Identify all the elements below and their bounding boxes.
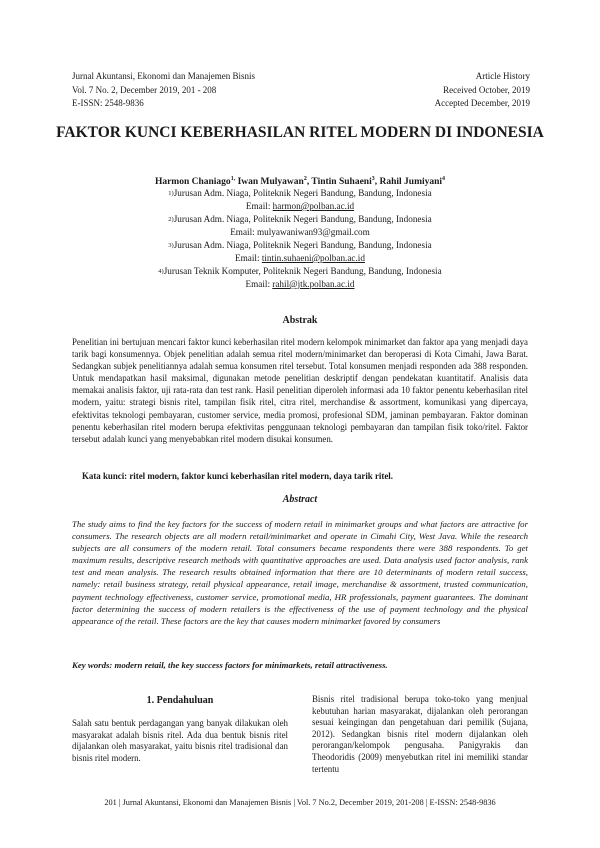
affiliation-text: Jurusan Adm. Niaga, Politeknik Negeri Bandung, Bandung, Indonesia: [173, 188, 432, 198]
affiliation: [0, 239, 600, 252]
affiliation-number: 4): [158, 268, 164, 275]
author-mark: 3: [371, 176, 375, 182]
email-link[interactable]: tintin.suhaeni@polban.ac.id: [261, 253, 365, 263]
history-label: Article History: [475, 71, 530, 81]
author-sep: Iwan: [235, 177, 261, 188]
email-prefix: Email:: [235, 253, 262, 263]
author-sep: , Rahil: [374, 177, 405, 188]
journal-header: [72, 70, 255, 111]
affiliation: [0, 187, 600, 200]
affiliation-text: Jurusan Teknik Komputer, Politeknik Negeri Bandung, Bandung, Indonesia: [163, 266, 442, 276]
key-words: Key words: modern retail, the key success factors for minimarkets, retail attractiveness.: [72, 660, 388, 670]
author-mark: 4: [442, 176, 446, 182]
email-link[interactable]: rahil@jtk.polban.ac.id: [272, 279, 355, 289]
affiliation-number: 1): [168, 190, 174, 197]
affiliation-text: Jurusan Adm. Niaga, Politeknik Negeri Bandung, Bandung, Indonesia: [173, 214, 432, 224]
author-list: [0, 173, 600, 188]
affiliation: [0, 213, 600, 226]
affiliation-number: 2): [168, 216, 174, 223]
email-link[interactable]: harmon@polban.ac.id: [272, 201, 355, 211]
abstrak-heading: Abstrak: [282, 315, 318, 326]
author-name: Harmon Chaniago: [154, 177, 231, 188]
affiliation-email: [0, 226, 600, 238]
affiliation-text: Jurusan Adm. Niaga, Politeknik Negeri Bandung, Bandung, Indonesia: [173, 240, 432, 250]
author-mark: 2: [303, 176, 307, 182]
intro-left-column: Salah satu bentuk perdagangan yang banyak dilakukan oleh masyarakat adalah bisnis ritel. Ada dua bentuk bisnis ritel dijalankan oleh masyarakat, yaitu bisnis ritel tradisional dan bisnis ritel modern.: [72, 718, 288, 763]
affiliation-number: 3): [168, 242, 174, 249]
author-sep: , Tintin: [306, 177, 339, 188]
author-name: Mulyawan: [260, 177, 304, 188]
accepted-date: Accepted December, 2019: [434, 98, 530, 108]
email-prefix: Email:: [245, 201, 273, 211]
email-text: mulyawaniwan93@gmail.com: [256, 227, 370, 237]
received-date: Received October, 2019: [443, 84, 530, 95]
abstract-text: The study aims to find the key factors for the success of modern retail in minimarket groups and what factors are attractive for consumers. The research objects are all modern retail/minimarket and operate in Cimahi City, West Java. While the research subjects are all consumers of the modern retail. Total consumers became respondents there were 388 respondents. To get maximum results, descriptive research methods with quantitative approaches are used. Data analysis used factor analysis, rank test and mean analysis. The research results obtained information that there are 10 determinants of modern retail success, namely: retail business strategy, retail physical appearance, retail image, merchandise & assortment, trusted communication, payment technology effectiveness, customer service, promotional media, HR professionals, payment guarantees. The dominant factor determining the success of modern retailers is the effectiveness of the use of payment technology and the physical appearance of the retail. These factors are the key that causes modern minimarket favored by consumers: [72, 519, 528, 626]
intro-right-column: Bisnis ritel tradisional berupa toko-toko yang menjual kebutuhan harian masyarakat, dijalankan oleh perorangan sesuai keingingan dan pengetahuan dari pemilik (Sujana, 2012). Sedangkan bisnis ritel modern dijalankan oleh perorangan/kelompok pengusaha. Panigyrakis dan Theodoridis (2009) menyebutkan ritel ini memiliki standar tertentu: [312, 694, 528, 774]
section-heading: 1. Pendahuluan: [146, 695, 214, 706]
affiliation-email: [0, 252, 600, 264]
abstrak-text: Penelitian ini bertujuan mencari faktor kunci keberhasilan ritel modern kelompok minimarket dan faktor apa yang menjadi daya tarik bagi konsumennya. Objek penelitian adalah semua ritel modern/minimarket dan beroperasi di Kota Cimahi, Jawa Barat. Sedangkan subjek penelitiannya adalah semua konsumen ritel tersebut. Total konsumen menjadi responden ada 388 responden. Untuk mendapatkan hasil maksimal, digunakan metode penelitian deskriptif dengan pendekatan kuantitatif. Analisis data memakai analisis faktor, uji rata-rata dan test rank. Hasil penelitian diperoleh informasi ada 10 faktor penentu keberhasilan ritel modern, yaitu: strategi bisnis ritel, tampilan fisik ritel, citra ritel, merchandise & assortment, komunikasi yang dipercaya, efektivitas teknologi pembayaran, customer service, media promosi, profesional SDM, jaminan pembayaran. Faktor dominan penentu keberhasilan ritel modern berupa efektivitas penggunaan teknologi pembayaran dan tampilan fisik toko/ritel. Faktor tersebut adalah kunci yang menyebabkan ritel modern disukai konsumen.: [72, 337, 528, 444]
journal-volume: Vol. 7 No. 2, December 2019, 201 - 208: [72, 84, 217, 95]
author-name: Jumiyani: [404, 177, 443, 188]
page-footer: 201 | Jurnal Akuntansi, Ekonomi dan Manajemen Bisnis | Vol. 7 No.2, December 2019, 201-208 | E-ISSN: 2548-9836: [104, 798, 496, 807]
abstract-heading: Abstract: [282, 494, 318, 505]
journal-issn: E-ISSN: 2548-9836: [72, 98, 144, 108]
affiliation-email: [0, 278, 600, 290]
journal-name: Jurnal Akuntansi, Ekonomi dan Manajemen Bisnis: [72, 71, 255, 81]
article-history: [435, 70, 530, 111]
email-prefix: Email:: [245, 279, 273, 289]
paper-title: FAKTOR KUNCI KEBERHASILAN RITEL MODERN DI INDONESIA: [56, 124, 544, 141]
author-mark: 1,: [230, 176, 236, 182]
affiliation: [0, 265, 600, 278]
email-prefix: Email:: [230, 227, 257, 237]
affiliation-email: [0, 200, 600, 212]
kata-kunci: Kata kunci: ritel modern, faktor kunci keberhasilan ritel modern, daya tarik ritel.: [82, 471, 393, 481]
author-name: Suhaeni: [338, 177, 372, 188]
